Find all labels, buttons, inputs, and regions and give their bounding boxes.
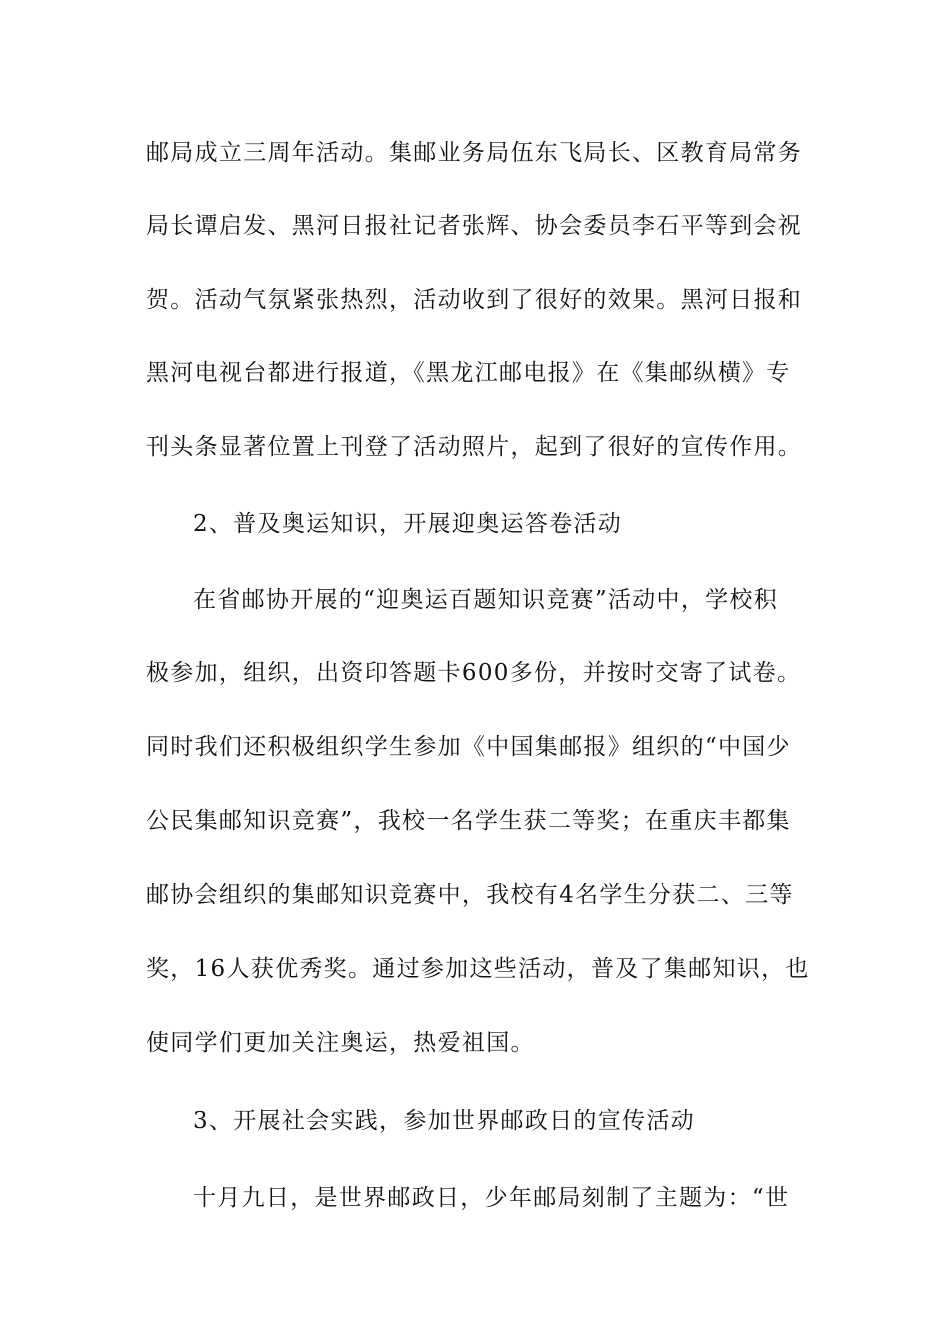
text-line: 奖，16人获优秀奖。通过参加这些活动，普及了集邮知识，也 [146,956,810,982]
text-line: 极参加，组织，出资印答题卡600多份，并按时交寄了试卷。 [146,660,802,686]
section-heading: 2、普及奥运知识，开展迎奥运答卷活动 [193,511,623,537]
section-heading: 3、开展社会实践，参加世界邮政日的宣传活动 [193,1108,695,1134]
text-line: 贺。活动气氛紧张热烈，活动收到了很好的效果。黑河日报和 [146,287,803,313]
text-line: 局长谭启发、黑河日报社记者张辉、协会委员李石平等到会祝 [146,213,803,239]
text-line: 黑河电视台都进行报道，《黑龙江邮电报》在《集邮纵横》专 [146,360,791,386]
text-line: 邮局成立三周年活动。集邮业务局伍东飞局长、区教育局常务 [146,140,803,166]
text-line: 刊头条显著位置上刊登了活动照片，起到了很好的宣传作用。 [146,434,803,460]
text-line: 十月九日，是世界邮政日，少年邮局刻制了主题为：“世 [193,1185,790,1211]
text-line: 邮协会组织的集邮知识竞赛中，我校有4名学生分获二、三等 [146,882,794,908]
text-line: 公民集邮知识竞赛”，我校一名学生获二等奖；在重庆丰都集 [146,808,791,834]
text-line: 同时我们还积极组织学生参加《中国集邮报》组织的“中国少 [146,734,791,760]
text-line: 使同学们更加关注奥运，热爱祖国。 [146,1030,535,1056]
text-line: 在省邮协开展的“迎奥运百题知识竞赛”活动中，学校积 [193,587,779,613]
